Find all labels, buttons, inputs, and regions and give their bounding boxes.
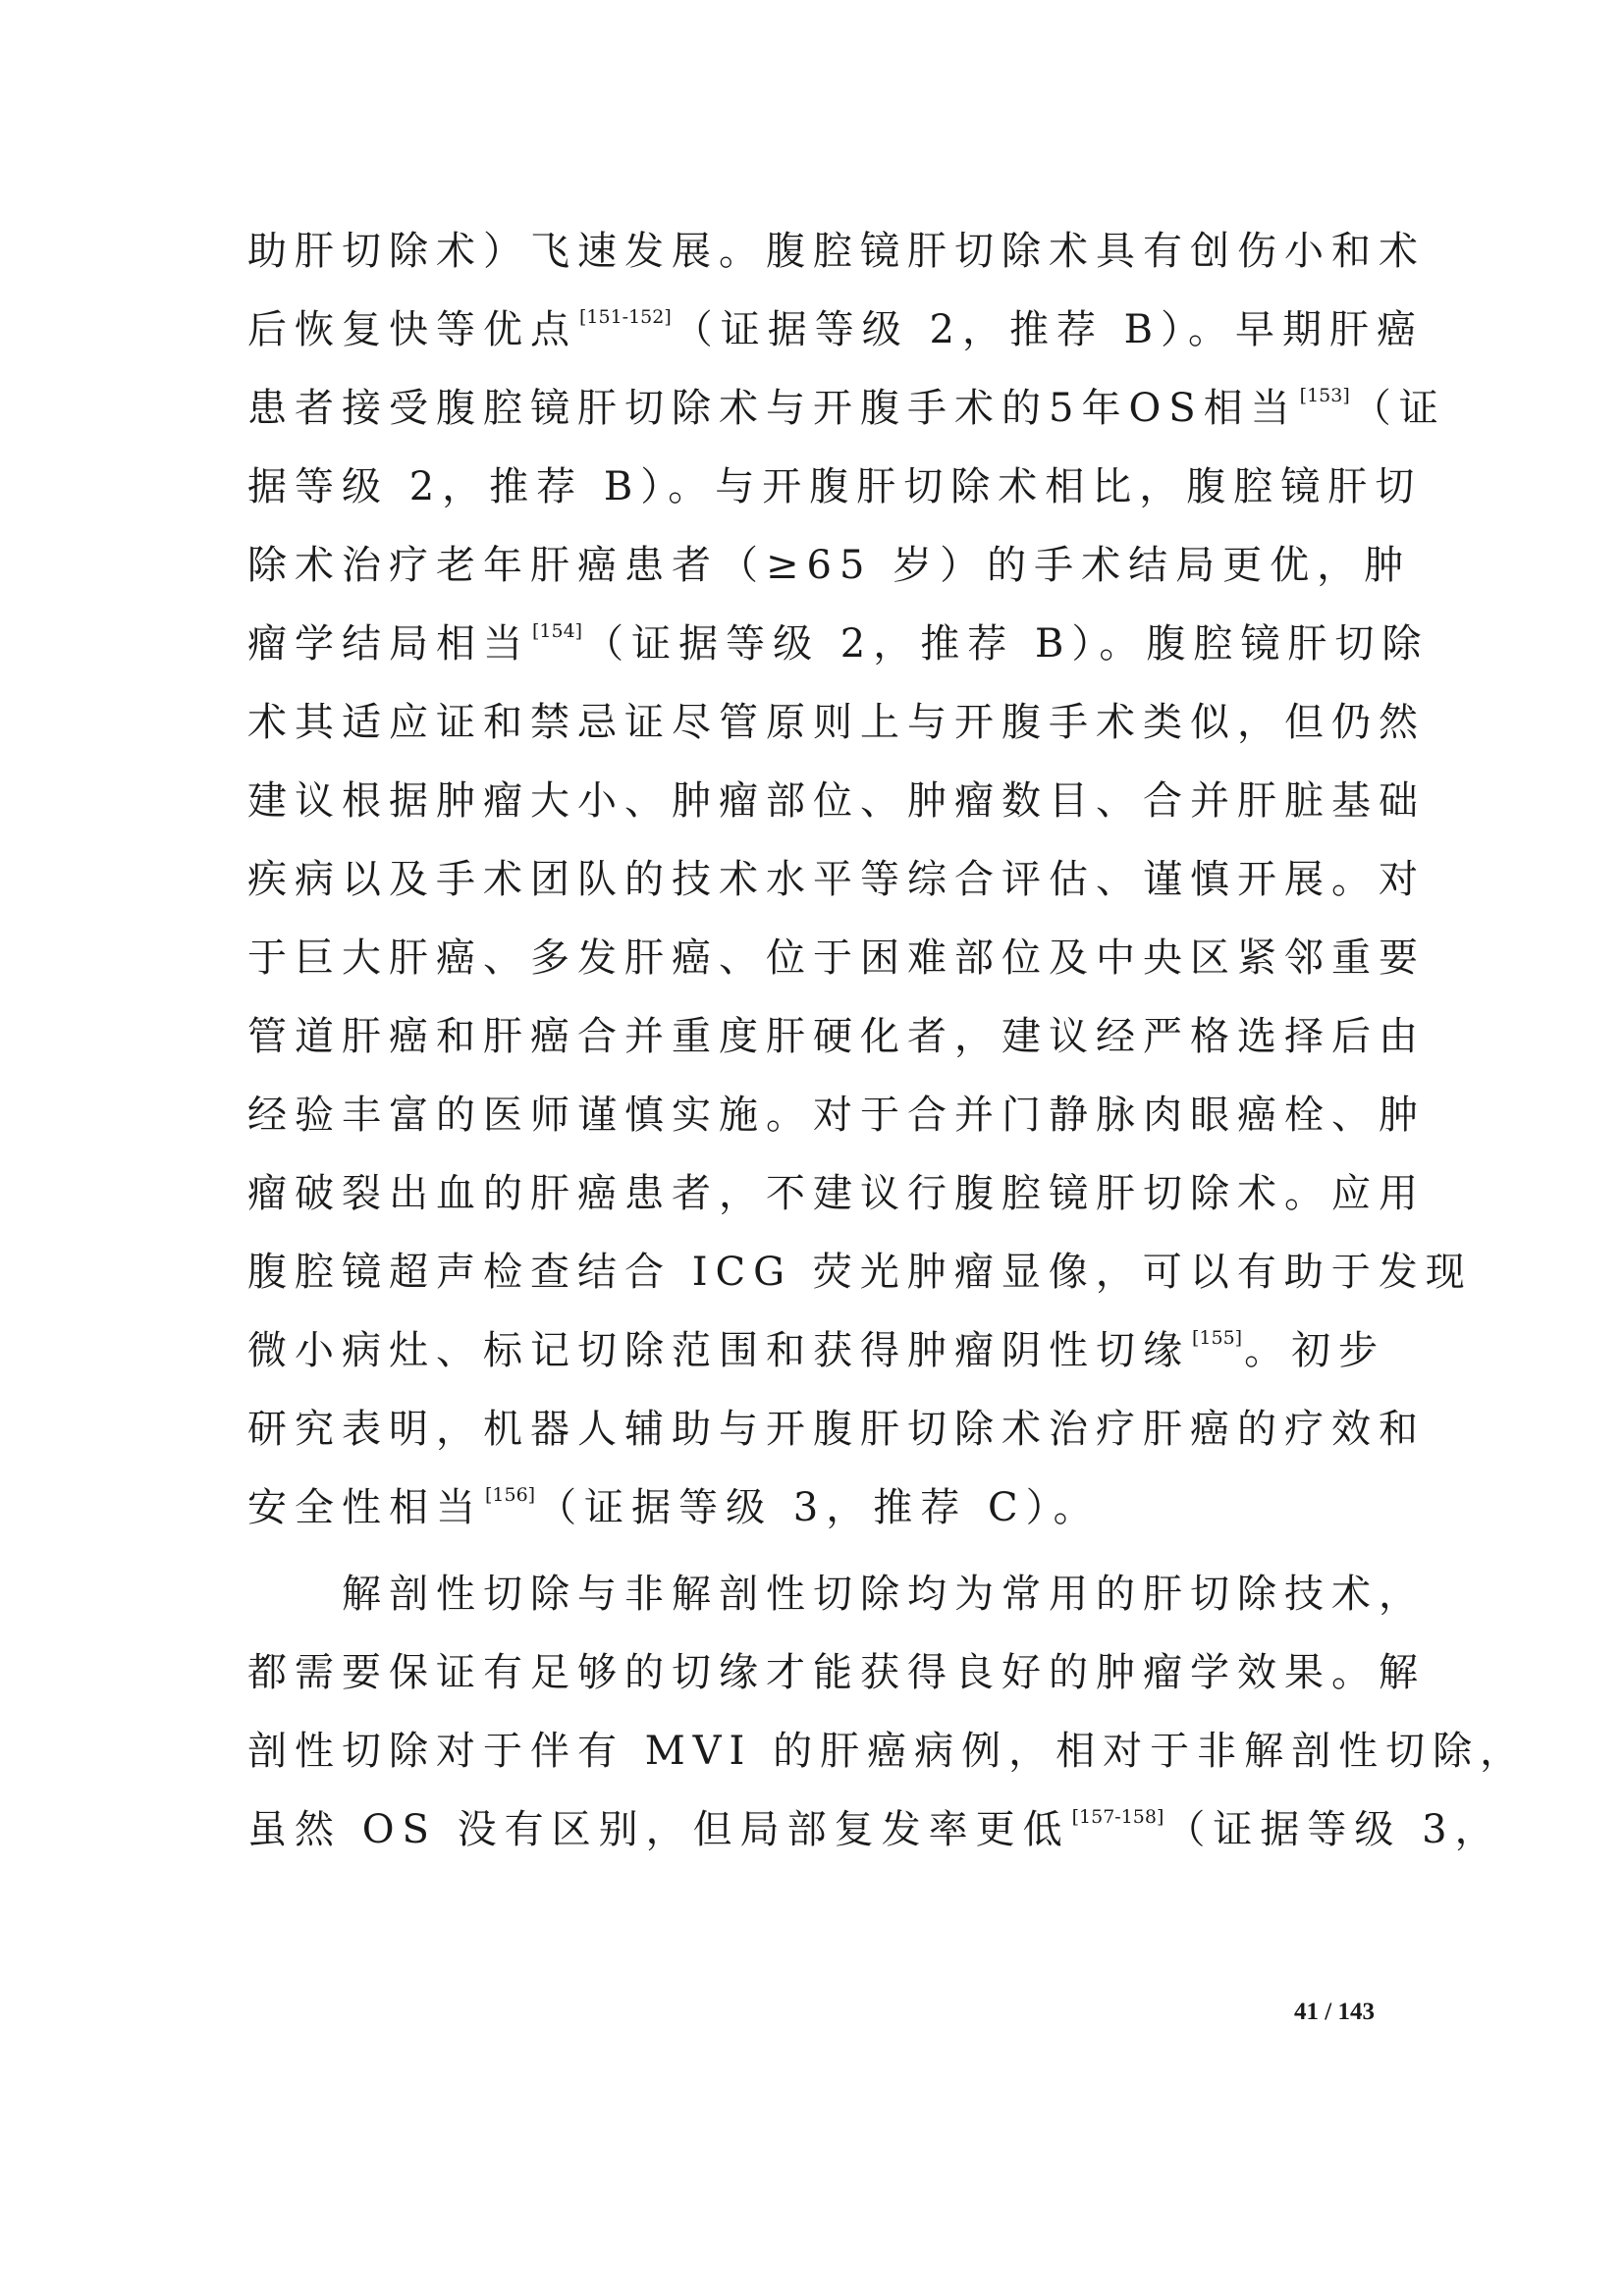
text-line-19: 都需要保证有足够的切缘才能获得良好的肿瘤学效果。解 (247, 1650, 1426, 1695)
text-line-18: 解剖性切除与非解剖性切除均为常用的肝切除技术， (342, 1572, 1426, 1617)
citation: [153] (1299, 385, 1350, 406)
text-line-4: 据等级 2，推荐 B）。与开腹肝切除术相比，腹腔镜肝切 (247, 464, 1423, 509)
text-line-15: 微小病灶、标记切除范围和获得肿瘤阴性切缘 [155]。初步 (247, 1327, 1386, 1373)
citation: [151-152] (579, 306, 672, 328)
text-line-5: 除术治疗老年肝癌患者（≥65 岁）的手术结局更优，肿 (247, 543, 1412, 588)
text-line-13: 瘤破裂出血的肝癌患者，不建议行腹腔镜肝切除术。应用 (247, 1171, 1426, 1216)
text-line-10: 于巨大肝癌、多发肝癌、位于困难部位及中央区紧邻重要 (247, 935, 1426, 981)
text-line-11: 管道肝癌和肝癌合并重度肝硬化者，建议经严格选择后由 (247, 1014, 1426, 1059)
text-line-3: 患者接受腹腔镜肝切除术与开腹手术的5年OS相当 [153]（证 (247, 385, 1446, 431)
page-number: 41 / 143 (1294, 1999, 1375, 2025)
text-line-16: 研究表明，机器人辅助与开腹肝切除术治疗肝癌的疗效和 (247, 1407, 1426, 1452)
text-line-2: 后恢复快等优点 [151-152]（证据等级 2，推荐 B）。早期肝癌 (247, 306, 1425, 352)
citation: [155] (1192, 1327, 1243, 1349)
text-line-1: 助肝切除术）飞速发展。腹腔镜肝切除术具有创伤小和术 (247, 229, 1426, 274)
text-line-20: 剖性切除对于伴有 MVI 的肝癌病例，相对于非解剖性切除， (247, 1729, 1528, 1774)
text-line-21: 虽然 OS 没有区别，但局部复发率更低 [157-158]（证据等级 3， (247, 1806, 1502, 1852)
text-line-17: 安全性相当 [156]（证据等级 3，推荐 C）。 (247, 1484, 1101, 1530)
text-line-12: 经验丰富的医师谨慎实施。对于合并门静脉肉眼癌栓、肿 (247, 1093, 1426, 1138)
text-line-14: 腹腔镜超声检查结合 ICG 荧光肿瘤显像，可以有助于发现 (247, 1250, 1473, 1295)
citation: [156] (485, 1484, 536, 1506)
text-line-9: 疾病以及手术团队的技术水平等综合评估、谨慎开展。对 (247, 857, 1426, 902)
text-line-8: 建议根据肿瘤大小、肿瘤部位、肿瘤数目、合并肝脏基础 (247, 778, 1426, 824)
text-line-6: 瘤学结局相当 [154]（证据等级 2，推荐 B）。腹腔镜肝切除 (247, 620, 1430, 667)
text-line-7: 术其适应证和禁忌证尽管原则上与开腹手术类似，但仍然 (247, 700, 1426, 745)
citation: [157-158] (1071, 1806, 1164, 1828)
citation: [154] (532, 620, 583, 642)
